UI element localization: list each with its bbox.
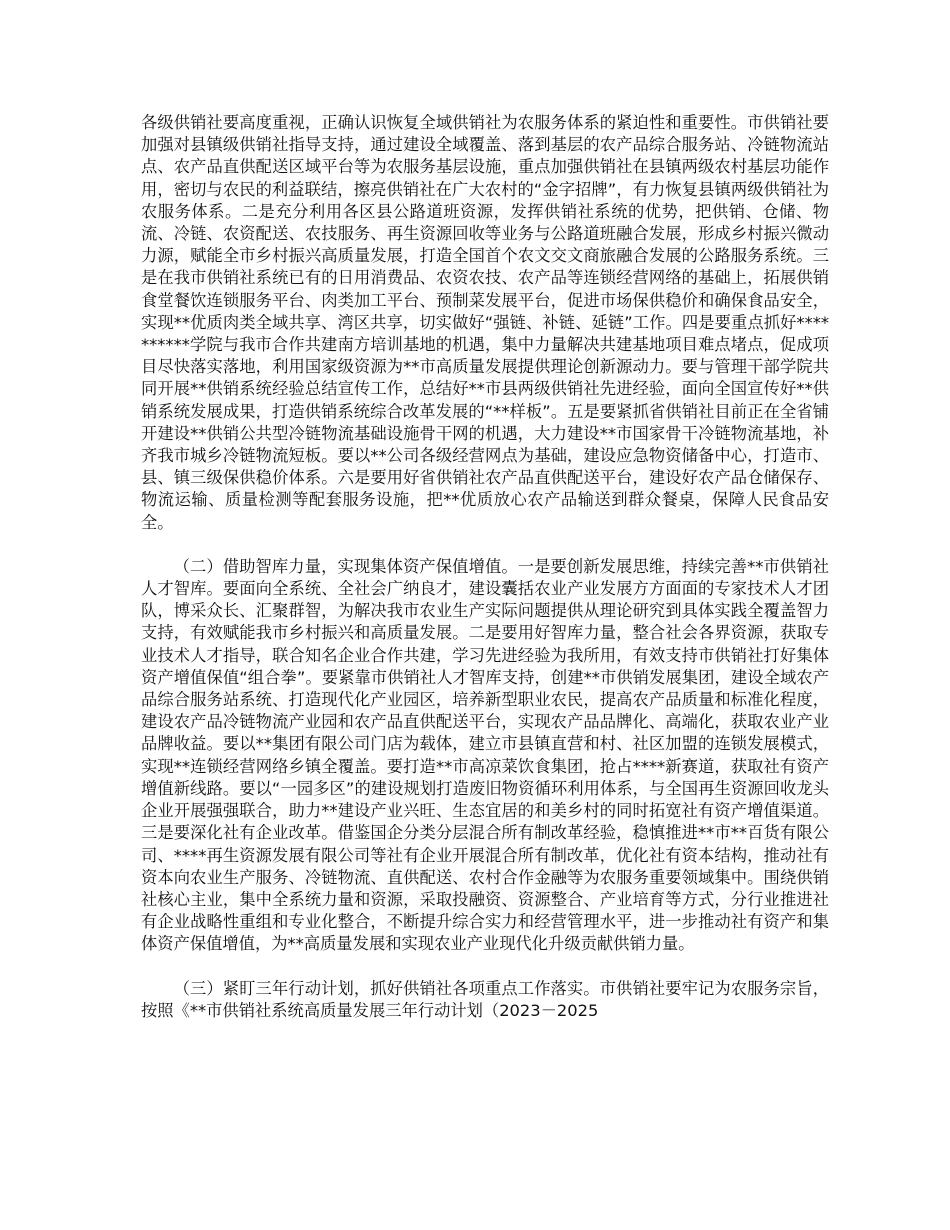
paragraph-think-tank-assets: （二）借助智库力量，实现集体资产保值增值。一是要创新发展思维，持续完善**市供销社人才智库。要面向全系统、全社会广纳良才，建设囊括农业产业发展方方面面的专家技术人才团队，博采众长、汇聚群智，为解决我市农业生产实际问题提供从理论研究到具体实践全覆盖智力支持，有效赋能我市乡村振兴和高质量发展。二是要用好智库力量，整合社会各界资源，获取专业技术人才指导，联合知名企业合作共建，学习先进经验为我所用，有效支持市供销社打好集体资产增值保值“组合拳”。要紧靠市供销社人才智库支持，创建**市供销发展集团，建设全域农产品综合服务站系统、打造现代化产业园区，培养新型职业农民，提高农产品质量和标准化程度，建设农产品冷链物流产业园和农产品直供配送平台，实现农产品品牌化、高端化，获取农业产业品牌收益。要以**集团有限公司门店为载体，建立市县镇直营和村、社区加盟的连锁发展模式，实现**连锁经营网络乡镇全覆盖。要打造**市高凉菜饮食集团，抢占****新赛道，获取社有资产增值新线路。要以“一园多区”的建设规划打造废旧物资循环利用体系，与全国再生资源回收龙头企业开展强强联合，助力**建设产业兴旺、生态宜居的和美乡村的同时拓宽社有资产增值渠道。三是要深化社有企业改革。借鉴国企分类分层混合所有制改革经验，稳慎推进**市**百货有限公司、****再生资源发展有限公司等社有企业开展混合所有制改革，优化社有资本结构，推动社有资本向农业生产服务、冷链物流、直供配送、农村合作金融等为农服务重要领域集中。围绕供销社核心主业，集中全系统力量和资源，采取投融资、资源整合、产业培育等方式，分行业推进社有企业战略性重组和专业化整合，不断提升综合实力和经营管理水平，进一步推动社有资产和集体资产保值增值，为**高质量发展和实现农业产业现代化升级贡献供销力量。 xyxy=(141,556,829,954)
paragraph-rural-service-system: 各级供销社要高度重视，正确认识恢复全域供销社为农服务体系的紧迫性和重要性。市供销社要加强对县镇级供销社指导支持，通过建设全域覆盖、落到基层的农产品综合服务站、冷链物流站点、农产品直供配送区域平台等为农服务基层设施，重点加强供销社在县镇两级农村基层功能作用，密切与农民的利益联结，擦亮供销社在广大农村的“金字招牌”，有力恢复县镇两级供销社为农服务体系。二是充分利用各区县公路道班资源，发挥供销社系统的优势，把供销、仓储、物流、冷链、农资配送、农技服务、再生资源回收等业务与公路道班融合发展，形成乡村振兴微动力源，赋能全市乡村振兴高质量发展，打造全国首个农文交文商旅融合发展的公路服务系统。三是在我市供销社系统已有的日用消费品、农资农技、农产品等连锁经营网络的基础上，拓展供销食堂餐饮连锁服务平台、肉类加工平台、预制菜发展平台，促进市场保供稳价和确保食品安全，实现**优质肉类全域共享、湾区共享，切实做好“强链、补链、延链”工作。四是要重点抓好**********学院与我市合作共建南方培训基地的机遇，集中力量解决共建基地项目难点堵点，促成项目尽快落实落地，利用国家级资源为**市高质量发展提供理论创新源动力。要与管理干部学院共同开展**供销系统经验总结宣传工作，总结好**市县两级供销社先进经验，面向全国宣传好**供销系统发展成果，打造供销系统综合改革发展的“**样板”。五是要紧抓省供销社目前正在全省铺开建设**供销公共型冷链物流基础设施骨干网的机遇，大力建设**市国家骨干冷链物流基地，补齐我市城乡冷链物流短板。要以**公司各级经营网点为基础，建设应急物资储备中心，打造市、县、镇三级保供稳价体系。六是要用好省供销社农产品直供配送平台，建设好农产品仓储保存、物流运输、质量检测等配套服务设施，把**优质放心农产品输送到群众餐桌，保障人民食品安全。 xyxy=(141,113,829,532)
document-page xyxy=(141,112,829,1044)
paragraph-three-year-plan: （三）紧盯三年行动计划，抓好供销社各项重点工作落实。市供销社要牢记为农服务宗旨，按照《**市供销社系统高质量发展三年行动计划（2023－2025 xyxy=(141,978,829,1020)
